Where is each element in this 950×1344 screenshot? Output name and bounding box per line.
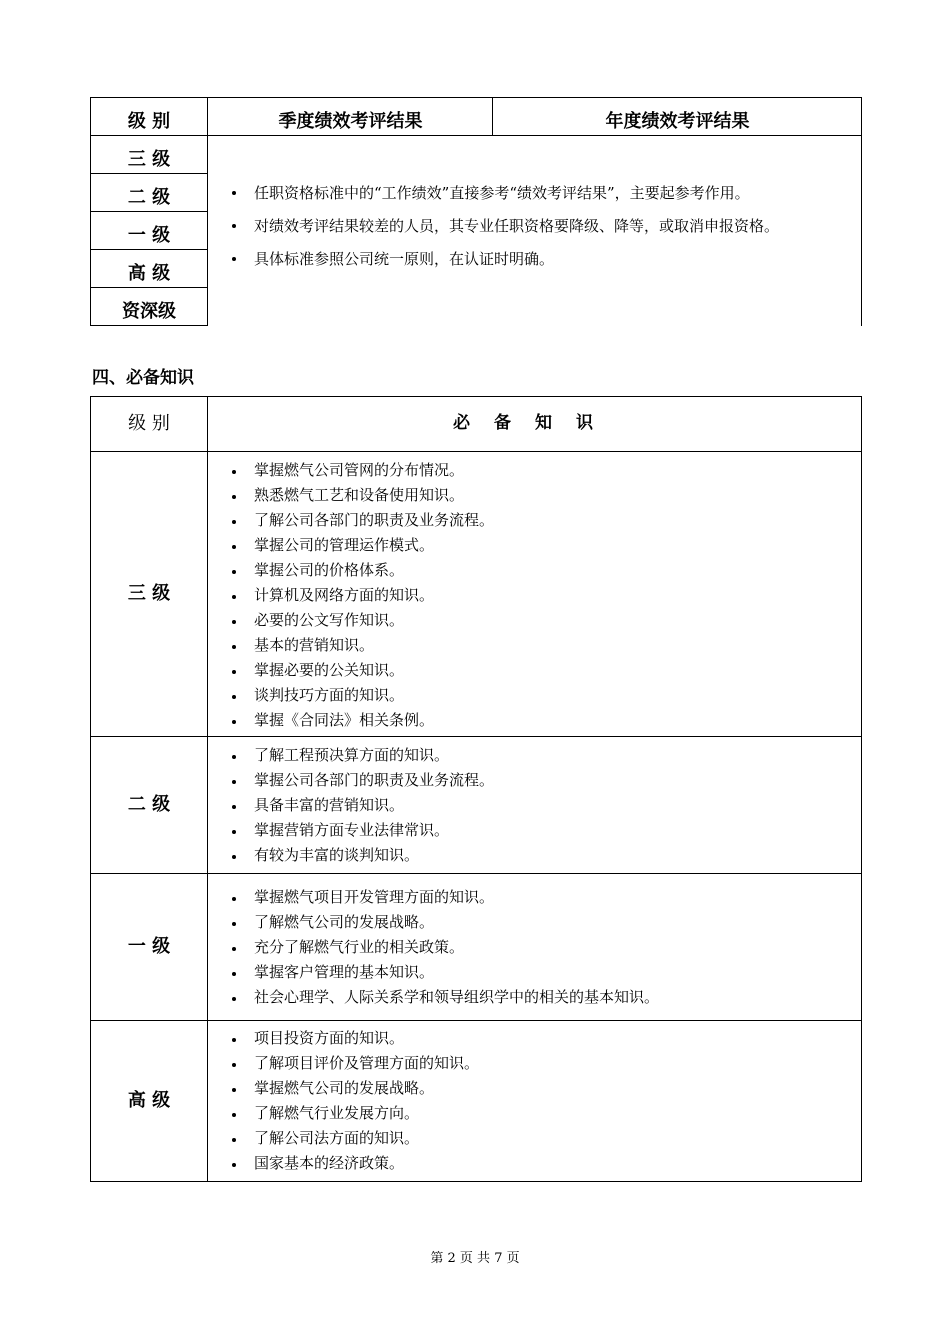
list-item: 掌握燃气公司的发展战略。 [230, 1076, 479, 1101]
knowledge-table [90, 396, 862, 1182]
knowledge-list [230, 743, 494, 868]
level-label: 高 级 [127, 263, 171, 284]
header-level: 级 别 [128, 413, 170, 434]
level-label: 二 级 [127, 794, 171, 815]
page-number: 第 2 页 共 7 页 [430, 1251, 520, 1266]
list-item: 了解公司各部门的职责及业务流程。 [230, 508, 494, 533]
note-item: 任职资格标准中的“工作绩效”直接参考“绩效考评结果”，主要起参考作用。 [230, 179, 779, 212]
header-level: 级 别 [127, 111, 171, 132]
level-label: 高 级 [127, 1090, 171, 1111]
list-item: 掌握营销方面专业法律常识。 [230, 818, 494, 843]
list-item: 熟悉燃气工艺和设备使用知识。 [230, 483, 494, 508]
list-item: 掌握公司的价格体系。 [230, 558, 494, 583]
performance-table [90, 97, 862, 326]
table-border [90, 325, 208, 326]
table-border [90, 1181, 862, 1182]
header-quarterly-result: 季度绩效考评结果 [278, 111, 423, 132]
list-item: 了解项目评价及管理方面的知识。 [230, 1051, 479, 1076]
list-item: 充分了解燃气行业的相关政策。 [230, 935, 659, 960]
list-item: 国家基本的经济政策。 [230, 1151, 479, 1176]
list-item: 掌握燃气公司管网的分布情况。 [230, 458, 494, 483]
list-item: 基本的营销知识。 [230, 633, 494, 658]
list-item: 必要的公文写作知识。 [230, 608, 494, 633]
table-border [861, 396, 862, 1182]
knowledge-list [230, 458, 494, 733]
list-item: 掌握客户管理的基本知识。 [230, 960, 659, 985]
level-label: 二 级 [127, 187, 171, 208]
level-label: 三 级 [127, 583, 171, 604]
knowledge-list [230, 1026, 479, 1176]
list-item: 社会心理学、人际关系学和领导组织学中的相关的基本知识。 [230, 985, 659, 1010]
header-annual-result: 年度绩效考评结果 [605, 111, 750, 132]
list-item: 计算机及网络方面的知识。 [230, 583, 494, 608]
list-item: 了解燃气行业发展方向。 [230, 1101, 479, 1126]
list-item: 有较为丰富的谈判知识。 [230, 843, 494, 868]
note-item: 对绩效考评结果较差的人员，其专业任职资格要降级、降等，或取消申报资格。 [230, 212, 779, 245]
list-item: 谈判技巧方面的知识。 [230, 683, 494, 708]
level-label: 三 级 [127, 149, 171, 170]
list-item: 具备丰富的营销知识。 [230, 793, 494, 818]
list-item: 了解公司法方面的知识。 [230, 1126, 479, 1151]
level-label: 资深级 [122, 301, 176, 322]
performance-notes [230, 179, 779, 278]
list-item: 掌握公司的管理运作模式。 [230, 533, 494, 558]
level-label: 一 级 [127, 936, 171, 957]
list-item: 掌握必要的公关知识。 [230, 658, 494, 683]
list-item: 掌握燃气项目开发管理方面的知识。 [230, 885, 659, 910]
knowledge-list [230, 885, 659, 1010]
list-item: 掌握公司各部门的职责及业务流程。 [230, 768, 494, 793]
list-item: 掌握《合同法》相关条例。 [230, 708, 494, 733]
list-item: 了解工程预决算方面的知识。 [230, 743, 494, 768]
level-label: 一 级 [127, 225, 171, 246]
list-item: 了解燃气公司的发展战略。 [230, 910, 659, 935]
header-knowledge: 必备知识 [453, 413, 617, 433]
note-item: 具体标准参照公司统一原则，在认证时明确。 [230, 245, 779, 278]
list-item: 项目投资方面的知识。 [230, 1026, 479, 1051]
section-title: 四、必备知识 [92, 368, 194, 388]
